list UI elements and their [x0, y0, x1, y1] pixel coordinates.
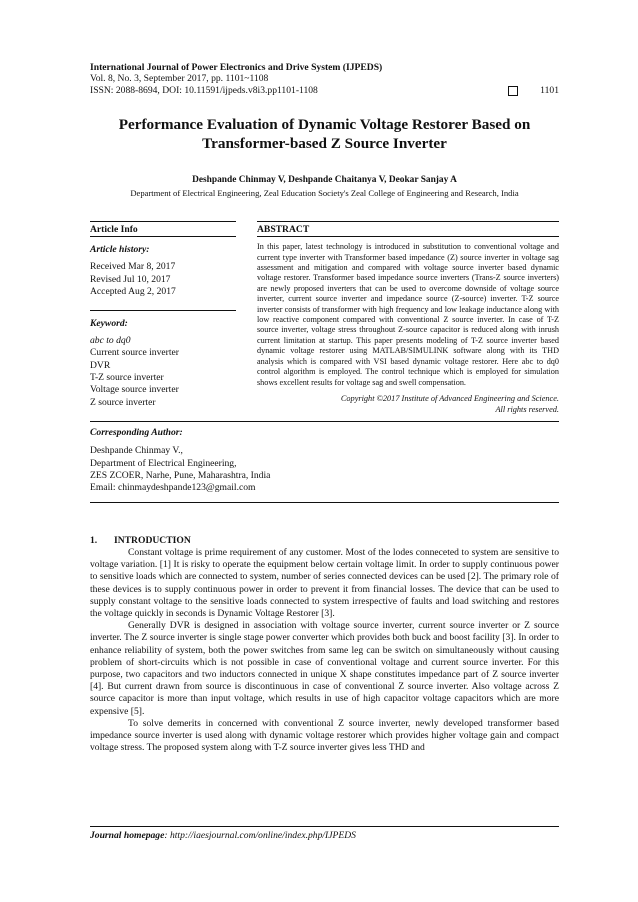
keyword-item: Voltage source inverter — [90, 384, 179, 396]
page — [90, 62, 559, 754]
keyword-list — [90, 335, 236, 409]
keyword-heading: Keyword: — [90, 318, 128, 330]
keyword-item: T-Z source inverter — [90, 372, 164, 383]
section-heading — [90, 535, 559, 547]
section-title: INTRODUCTION — [114, 534, 191, 546]
article-info-heading: Article Info — [90, 221, 236, 237]
corresponding-details — [90, 445, 559, 495]
history-item: Revised Jul 10, 2017 — [90, 273, 171, 285]
journal-name: International Journal of Power Electronics and Drive System (IJPEDS) — [90, 62, 383, 73]
section-rule — [90, 421, 559, 422]
corresponding-author — [90, 427, 236, 438]
copyright-notice — [257, 394, 559, 415]
paragraph: To solve demerits in concerned with conventional Z source inverter, newly developed transformer based impedance source inverter is used along with dynamic voltage restorer which provides higher voltage gain and compact voltage stress. The proposed system along with T-Z source inverter gives less THD and — [90, 717, 559, 754]
title-line-1: Performance Evaluation of Dynamic Voltage Restorer Based on — [118, 116, 531, 134]
section-rule — [90, 502, 559, 503]
abstract-text: In this paper, latest technology is introduced in substitution to conventional voltage and current type inverter with Transformer based impedance (Z) source inverter in voltage sag assessment and mitigation and compared with voltage source inverter based dynamic voltage restorer. Transformer based impedance source inverters (Trans-Z source inverters) are newly proposed inverters that can be used to overcome downside of voltage source inverter, current source inverter and impedance source (Z-source) inverter. T-Z source inverter consists of transformer with high frequency and low leakage inductance along with low reactive component compared with conventional Z source inverter. In case of T-Z source inverter, voltage stress throughout Z-source capacitor is reduced along with inrush current limitation at startup. This paper presents modeling of T-Z source inverter based dynamic voltage restorer using MATLAB/SIMULINK software along with its THD analysis which is compared with VSI based dynamic voltage restorer. Here abc to dq0 control algorithm is employed. The control technique which is employed for simulation shows excellent results for voltage sag and swell compensation. — [257, 242, 559, 387]
article-info-column — [90, 221, 236, 415]
copyright-line: All rights reserved. — [495, 404, 559, 414]
running-header — [90, 62, 559, 96]
paragraph: Generally DVR is designed in association with voltage source inverter, current source inverter or Z source inverter. The Z source inverter is single stage power converter which provides both buck and boost facility [3]. In order to enhance reliability of system, both the power switches from same leg can be switch on simultaneously without causing problem of short-circuits which is not possible in case of conventional voltage and current source inverter. For this purpose, two capacitors and two inductors connected in unique X shape constitutes impedance part of Z source inverter [4]. But current drawn from source is discontinuous in case of conventional Z source inverter. Also voltage across Z source capacitor is more than input voltage, which results in use of high capacitor voltage capacitors which are more expensive [5]. — [90, 620, 559, 717]
abstract-heading: ABSTRACT — [257, 221, 559, 237]
section-number: 1. — [90, 534, 98, 546]
paper-title — [90, 115, 559, 153]
history-heading: Article history: — [90, 244, 150, 256]
history-item: Accepted Aug 2, 2017 — [90, 285, 176, 297]
keyword-item: Current source inverter — [90, 347, 179, 359]
corresponding-address: ZES ZCOER, Narhe, Pune, Maharashtra, India — [90, 469, 271, 481]
title-line-2: Transformer-based Z Source Inverter — [202, 135, 447, 153]
history-item: Received Mar 8, 2017 — [90, 261, 176, 273]
keyword-item: Z source inverter — [90, 396, 156, 408]
checkbox-icon — [508, 86, 518, 96]
corresponding-heading: Corresponding Author: — [90, 427, 183, 439]
page-number: 1101 — [540, 84, 559, 96]
info-abstract-block — [90, 221, 559, 415]
introduction-section — [90, 535, 559, 755]
paragraph: Constant voltage is prime requirement of any customer. Most of the lodes conneceted to system are sensitive to voltage variation. [1] It is risky to operate the equipment below certain voltage limit. In order to supply continuous power to sensitive loads which are connected to system, number of series connected devices can be used [2]. The primary role of these devices is to supply continuous power in order to prevent it from financial losses. The device that can be used to supply constant voltage to the sensitive loads connected to system irrespective of faults and load switching and restores the voltage quickly in seconds is Dynamic Voltage Restorer [3]. — [90, 546, 559, 619]
page-footer: Journal homepage: http://iaesjournal.com/online/index.php/IJPEDS — [90, 826, 559, 841]
history-list — [90, 261, 236, 298]
affiliation: Department of Electrical Engineering, Zeal Education Society's Zeal College of Engineering and Research, India — [130, 188, 519, 199]
corresponding-dept: Department of Electrical Engineering, — [90, 457, 237, 469]
volume-line: Vol. 8, No. 3, September 2017, pp. 1101~1108 — [90, 73, 269, 85]
corresponding-name: Deshpande Chinmay V., — [90, 445, 183, 457]
copyright-line: Copyright ©2017 Institute of Advanced Engineering and Science. — [340, 393, 559, 403]
issn-line: ISSN: 2088-8694, DOI: 10.11591/ijpeds.v8i3.pp1101-1108 — [90, 84, 318, 96]
divider — [90, 310, 236, 311]
footer-label: Journal homepage — [90, 830, 165, 841]
corresponding-email: Email: chinmaydeshpande123@gmail.com — [90, 482, 256, 494]
abstract-column — [257, 221, 559, 415]
journal-homepage-link[interactable]: http://iaesjournal.com/online/index.php/IJPEDS — [169, 830, 356, 841]
author-list: Deshpande Chinmay V, Deshpande Chaitanya V, Deokar Sanjay A — [192, 175, 457, 186]
keyword-item: DVR — [90, 359, 111, 371]
keyword-item: abc to dq0 — [90, 335, 131, 347]
